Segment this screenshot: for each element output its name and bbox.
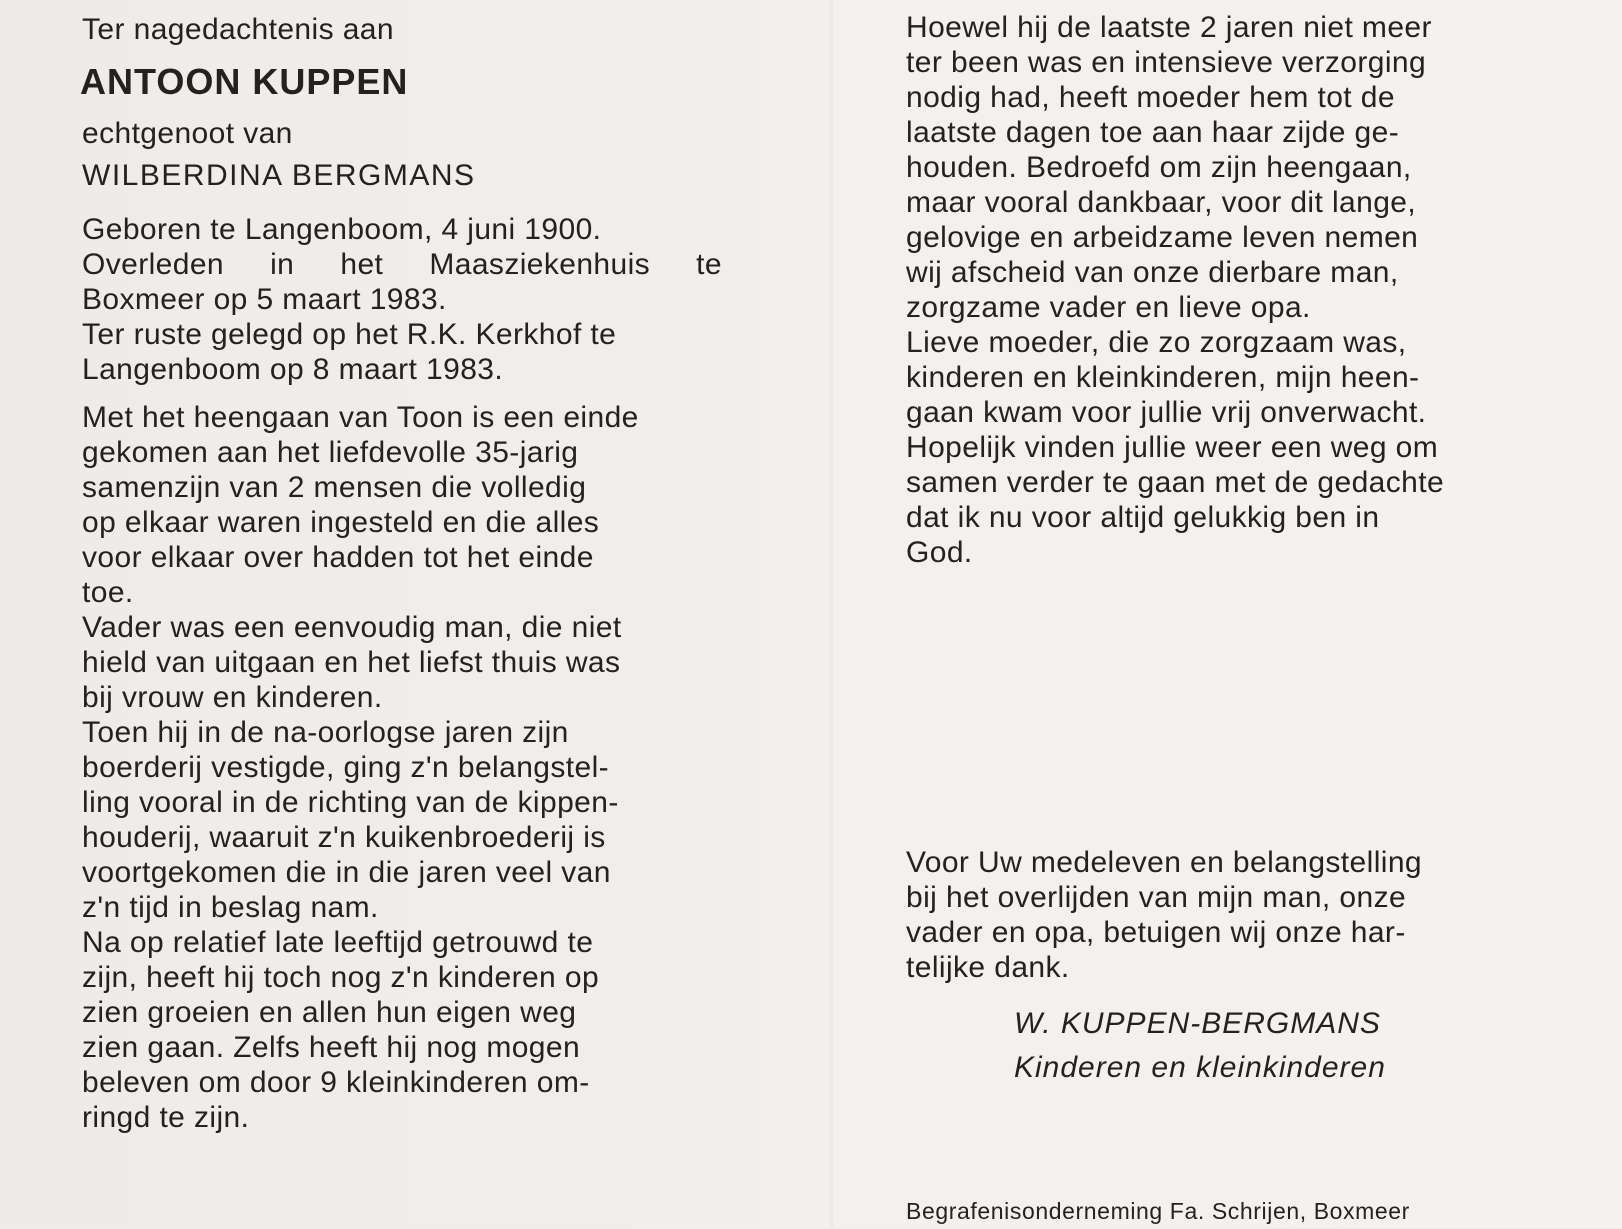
body-line: zijn, heeft hij toch nog z'n kinderen op: [82, 961, 600, 994]
deceased-name: ANTOON KUPPEN: [80, 61, 409, 102]
body-line: hield van uitgaan en het liefst thuis was: [82, 646, 621, 679]
body-line: gekomen aan het liefdevolle 35-jarig: [82, 436, 579, 469]
signature-name: W. KUPPEN-BERGMANS: [1014, 1007, 1381, 1040]
body-line: zien gaan. Zelfs heeft hij nog mogen: [82, 1031, 581, 1064]
body-line: gelovige en arbeidzame leven nemen: [906, 221, 1419, 254]
card-fold: [829, 0, 835, 1228]
relation-line: echtgenoot van: [82, 117, 293, 150]
body-line: beleven om door 9 kleinkinderen om-: [82, 1066, 590, 1099]
signature-family: Kinderen en kleinkinderen: [1014, 1051, 1386, 1084]
body-line: voor elkaar over hadden tot het einde: [82, 541, 594, 574]
body-line: Hopelijk vinden jullie weer een weg om: [906, 431, 1439, 464]
dates-line: Boxmeer op 5 maart 1983.: [82, 283, 447, 316]
body-line: zorgzame vader en lieve opa.: [906, 291, 1311, 324]
body-line: dat ik nu voor altijd gelukkig ben in: [906, 501, 1380, 534]
body-line: toe.: [82, 576, 134, 609]
body-line: boerderij vestigde, ging z'n belangstel-: [82, 751, 610, 784]
body-line: Met het heengaan van Toon is een einde: [82, 401, 639, 434]
body-line: Na op relatief late leeftijd getrouwd te: [82, 926, 594, 959]
thanks-line: bij het overlijden van mijn man, onze: [906, 881, 1407, 914]
body-line: zien groeien en allen hun eigen weg: [82, 996, 577, 1029]
body-line: samenzijn van 2 mensen die volledig: [82, 471, 587, 504]
body-line: samen verder te gaan met de gedachte: [906, 466, 1445, 499]
intro-line: Ter nagedachtenis aan: [82, 13, 394, 46]
body-line: Lieve moeder, die zo zorgzaam was,: [906, 326, 1407, 359]
body-line: gaan kwam voor jullie vrij onverwacht.: [906, 396, 1427, 429]
body-line: wij afscheid van onze dierbare man,: [906, 256, 1399, 289]
word: te: [696, 248, 722, 281]
body-line: laatste dagen toe aan haar zijde ge-: [906, 116, 1400, 149]
body-line: houderij, waaruit z'n kuikenbroederij is: [82, 821, 606, 854]
undertaker-footer: Begrafenisonderneming Fa. Schrijen, Boxmeer: [906, 1198, 1410, 1224]
word: Maasziekenhuis: [429, 248, 651, 281]
body-line: Hoewel hij de laatste 2 jaren niet meer: [906, 11, 1432, 44]
body-line: ringd te zijn.: [82, 1101, 250, 1134]
word: in: [270, 248, 295, 281]
word: het: [340, 248, 384, 281]
body-line: houden. Bedroefd om zijn heengaan,: [906, 151, 1412, 184]
body-line: ter been was en intensieve verzorging: [906, 46, 1427, 79]
spouse-name: WILBERDINA BERGMANS: [82, 159, 476, 192]
thanks-line: Voor Uw medeleven en belangstelling: [906, 846, 1422, 879]
dates-line: [82, 247, 722, 283]
thanks-line: vader en opa, betuigen wij onze har-: [906, 916, 1406, 949]
dates-line: Ter ruste gelegd op het R.K. Kerkhof te: [82, 318, 617, 351]
body-line: kinderen en kleinkinderen, mijn heen-: [906, 361, 1420, 394]
body-line: ling vooral in de richting van de kippen-: [82, 786, 619, 819]
body-line: maar vooral dankbaar, voor dit lange,: [906, 186, 1417, 219]
body-line: Vader was een eenvoudig man, die niet: [82, 611, 622, 644]
thanks-line: telijke dank.: [906, 951, 1070, 984]
body-line: nodig had, heeft moeder hem tot de: [906, 81, 1395, 114]
body-line: Toen hij in de na-oorlogse jaren zijn: [82, 716, 569, 749]
body-line: voortgekomen die in die jaren veel van: [82, 856, 611, 889]
body-line: bij vrouw en kinderen.: [82, 681, 383, 714]
body-line: z'n tijd in beslag nam.: [82, 891, 379, 924]
word: Overleden: [82, 248, 225, 281]
dates-line: Langenboom op 8 maart 1983.: [82, 353, 504, 386]
body-line: God.: [906, 536, 973, 569]
body-line: op elkaar waren ingesteld en die alles: [82, 506, 600, 539]
dates-line: Geboren te Langenboom, 4 juni 1900.: [82, 213, 602, 246]
